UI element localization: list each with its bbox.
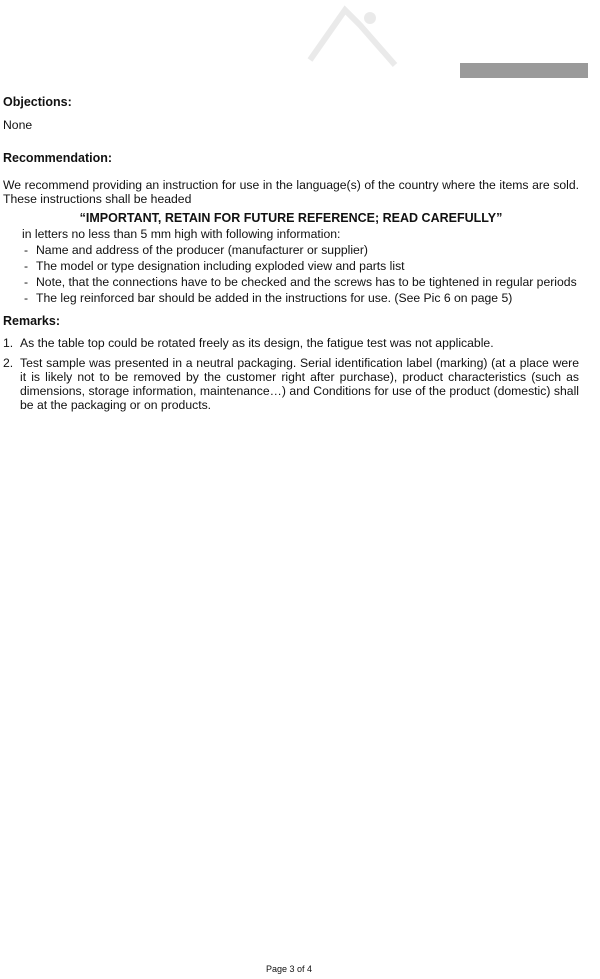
list-item: 1. As the table top could be rotated freely as its design, the fatigue test was not applicable. <box>3 336 494 350</box>
list-item: 2. Test sample was presented in a neutral packaging. Serial identification label (marking) (at a place were it is likely not to be removed by the customer right after purchase), product characteristics (such as dimensions, storage information, maintenance…) and Conditions for use of the product (domestic) shall be at the packaging or on products. <box>3 356 579 412</box>
recommendation-heading: Recommendation: <box>3 151 113 165</box>
objections-heading: Objections: <box>3 95 72 109</box>
header-redaction-bar <box>460 63 588 78</box>
instruction-list <box>3 243 579 305</box>
letters-note: in letters no less than 5 mm high with following information: <box>22 227 341 241</box>
list-item: - The leg reinforced bar should be added in the instructions for use. (See Pic 6 on page 5) <box>24 291 513 305</box>
remarks-list <box>3 336 579 412</box>
list-item: - Note, that the connections have to be checked and the screws has to be tightened in regular periods <box>24 275 577 289</box>
remarks-heading: Remarks: <box>3 314 60 328</box>
important-notice: “IMPORTANT, RETAIN FOR FUTURE REFERENCE; READ CAREFULLY” <box>79 211 503 225</box>
recommendation-intro: We recommend providing an instruction for use in the language(s) of the country where the items are sold. These instructions shall be headed <box>3 178 579 206</box>
watermark-logo <box>300 0 410 70</box>
objections-text: None <box>3 118 33 132</box>
list-item: - Name and address of the producer (manufacturer or supplier) <box>24 243 368 257</box>
list-item: - The model or type designation including exploded view and parts list <box>24 259 405 273</box>
page-number: Page 3 of 4 <box>265 964 313 974</box>
document-content <box>3 95 579 412</box>
